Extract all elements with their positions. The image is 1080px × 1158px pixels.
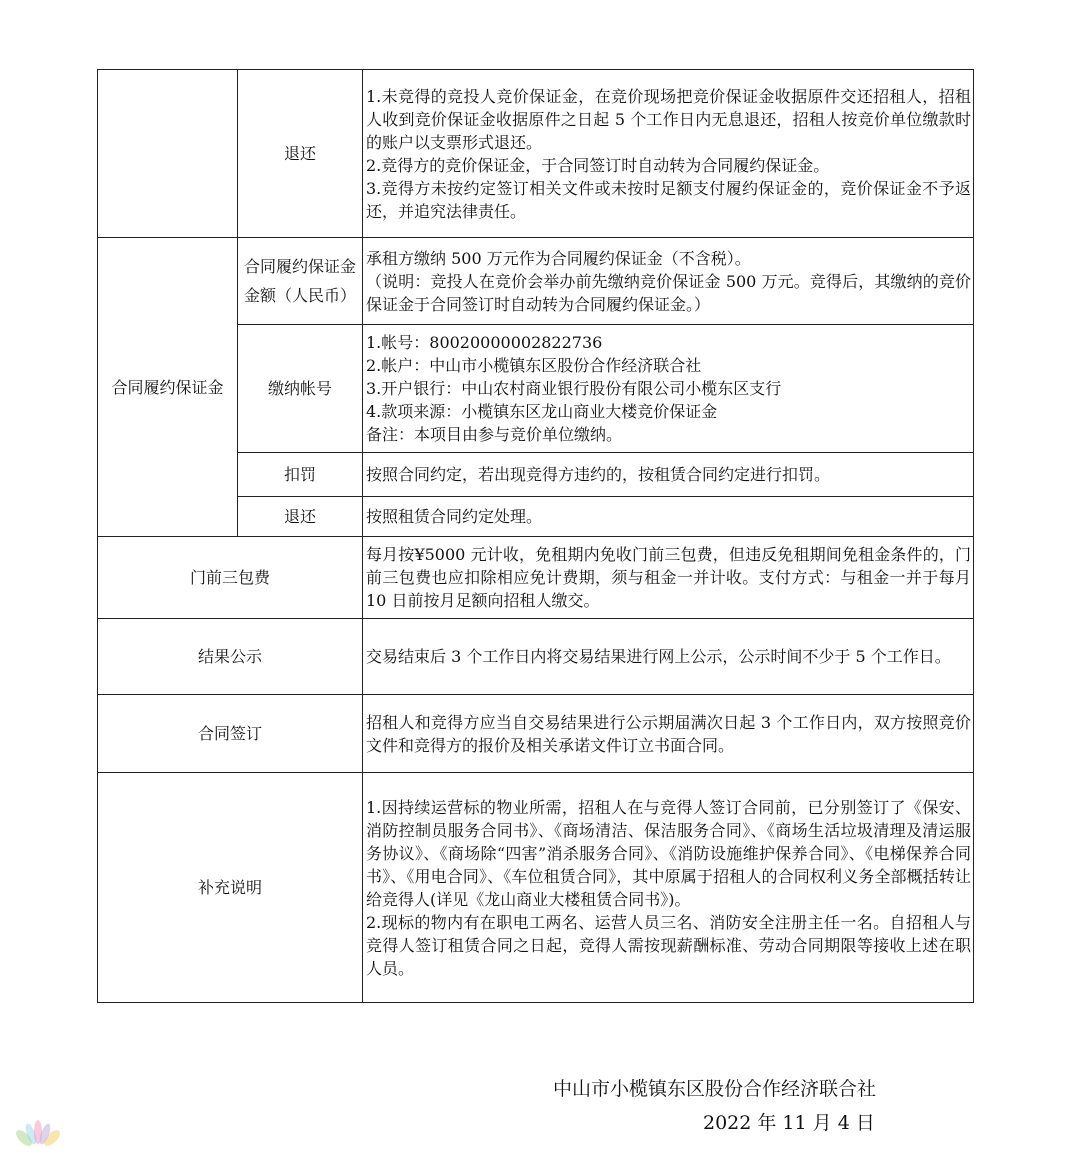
supplement-line-2: 2.现标的物内有在职电工两名、运营人员三名、消防安全注册主任一名。自招租人与竞得人签订租赁合同之日起，竞得人需按现薪酬标准、劳动合同期限等接收上述在职人员。: [366, 912, 971, 978]
account-bank-line: 3.开户银行：中山农村商业银行股份有限公司小榄东区支行: [366, 379, 782, 398]
continued-category-cell: [98, 70, 238, 238]
penalty-label: 扣罚: [238, 453, 363, 497]
performance-bond-label: 合同履约保证金: [98, 238, 238, 537]
payment-account-content: [363, 325, 974, 453]
account-name-line: 2.帐户：中山市小榄镇东区股份合作经济联合社: [366, 356, 702, 375]
deposit-refund-line-3: 3.竞得方未按约定签订相关文件或未按时足额支付履约保证金的，竞价保证金不予返还，并追究法律责任。: [366, 178, 971, 221]
bond-amount-content: [363, 238, 974, 325]
bidding-terms-table: [97, 69, 974, 1003]
frontage-fee-row: [98, 537, 974, 619]
bond-amount-label-cell: [238, 238, 363, 325]
supplement-line-1: 1.因持续运营标的物业所需，招租人在与竞得人签订合同前，已分别签订了《保安、消防控制员服务合同书》、《商场清洁、保洁服务合同》、《商场生活垃圾清理及清运服务协议》、《商场除“四害”消杀服务合同》、《消防设施维护保养合同》、《电梯保养合同书》、《用电合同》、《车位租赁合同》，其中原属于招租人的合同权利义务全部概括转让给竞得人(详见《龙山商业大楼租赁合同书》)。: [366, 797, 971, 909]
supplement-content: [363, 773, 974, 1003]
penalty-content: 按照合同约定，若出现竞得方违约的，按租赁合同约定进行扣罚。: [363, 453, 974, 497]
deposit-refund-line-1: 1.未竞得的竞投人竞价保证金，在竞价现场把竞价保证金收据原件交还招租人，招租人收到竞价保证金收据原件之日起 5 个工作日内无息退还，招租人按竞价单位缴款时的账户以支票形式退还。: [366, 86, 971, 152]
signature-date: 2022 年 11 月 4 日: [703, 1112, 875, 1134]
deposit-refund-row: [98, 70, 974, 238]
deposit-refund-line-2: 2.竞得方的竞价保证金，于合同签订时自动转为合同履约保证金。: [366, 155, 830, 175]
supplement-label: 补充说明: [98, 773, 363, 1003]
contract-signing-content: 招租人和竞得方应当自交易结果进行公示期届满次日起 3 个工作日内，双方按照竞价文件和竞得方的报价及相关承诺文件订立书面合同。: [363, 695, 974, 773]
deposit-refund-content: [363, 70, 974, 238]
bond-amount-line-2: （说明：竞投人在竞价会举办前先缴纳竞价保证金 500 万元。竞得后，其缴纳的竞价保证金于合同签订时自动转为合同履约保证金。）: [366, 271, 971, 314]
signature-organization: 中山市小榄镇东区股份合作经济联合社: [553, 1078, 877, 1100]
frontage-fee-label: 门前三包费: [98, 537, 363, 619]
performance-bond-amount-row: [98, 238, 974, 325]
frontage-fee-content: 每月按¥5000 元计收，免租期内免收门前三包费，但违反免租期间免租金条件的，门前三包费也应扣除相应免计费期，须与租金一并计收。支付方式：与租金一并于每月 10 日前按月足额向招租人缴交。: [363, 537, 974, 619]
result-notice-label: 结果公示: [98, 619, 363, 695]
supplement-row: [98, 773, 974, 1003]
contract-signing-label: 合同签订: [98, 695, 363, 773]
account-remark-line: 备注：本项目由参与竞价单位缴纳。: [366, 425, 623, 444]
lotus-logo-icon: [12, 1118, 64, 1150]
deposit-refund-label: 退还: [238, 70, 363, 238]
account-source-line: 4.款项来源：小榄镇东区龙山商业大楼竞价保证金: [366, 402, 718, 421]
account-number-line: 1.帐号：80020000002822736: [366, 333, 603, 352]
result-notice-row: [98, 619, 974, 695]
bond-refund-label: 退还: [238, 497, 363, 537]
result-notice-content: 交易结束后 3 个工作日内将交易结果进行网上公示，公示时间不少于 5 个工作日。: [363, 619, 974, 695]
bond-amount-label: 合同履约保证金金额（人民币）: [243, 257, 356, 305]
contract-signing-row: [98, 695, 974, 773]
payment-account-label: 缴纳帐号: [238, 325, 363, 453]
bond-amount-line-1: 承租方缴纳 500 万元作为合同履约保证金（不含税）。: [366, 248, 751, 268]
bond-refund-content: 按照租赁合同约定处理。: [363, 497, 974, 537]
